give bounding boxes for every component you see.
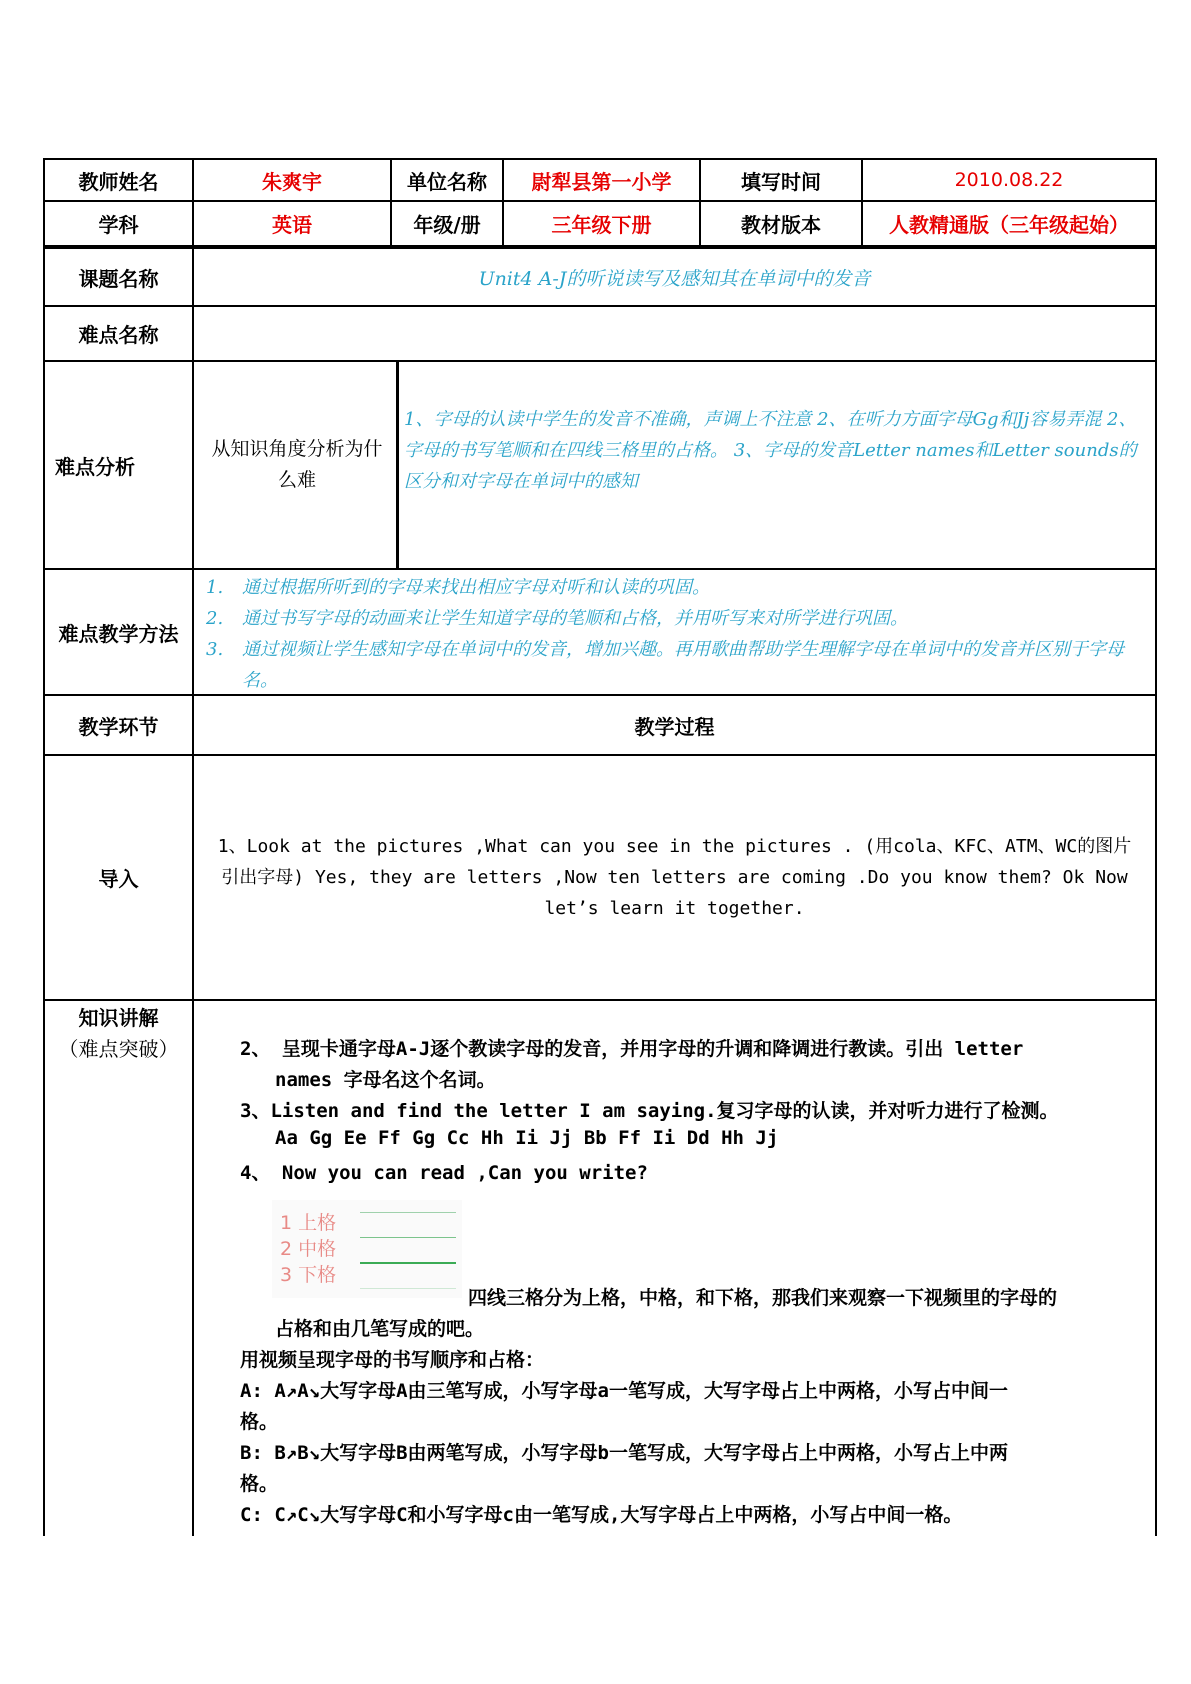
intro-label: 导入 bbox=[98, 867, 139, 891]
fill-time-value: 2010.08.22 bbox=[954, 169, 1064, 191]
knowledge-label-line: 知识讲解 bbox=[78, 1006, 159, 1030]
knowledge-p4-line1: 4、 Now you can read ,Can you write? bbox=[240, 1162, 648, 1184]
difficulty-name-value bbox=[194, 307, 1155, 360]
textbook-label: 教材版本 bbox=[741, 213, 821, 237]
list-item: 2. 通过书写字母的动画来让学生知道字母的笔顺和占格，并用听写来对所学进行巩固。 bbox=[206, 608, 908, 629]
knowledge-label bbox=[45, 1003, 192, 1065]
intro-line: 1、Look at the pictures ,What can you see in the pictures . (用cola、KFC、ATM、WC的图片 bbox=[217, 836, 1132, 857]
unit-name-value: 尉犁县第一小学 bbox=[531, 169, 672, 194]
subject-value: 英语 bbox=[272, 213, 312, 237]
difficulty-analysis-paragraph: 1、字母的认读中学生的发音不准确，声调上不注意 2、在听力方面字母Gg和Jj容易弄混 2、字母的书写笔顺和在四线三格里的占格。 3、字母的发音Letter names和Letter sounds的区分和对字母在单词中的感知 bbox=[404, 408, 1137, 492]
intro-line: let’s learn it together. bbox=[544, 898, 805, 919]
grade-value: 三年级下册 bbox=[551, 213, 652, 237]
teaching-method-list bbox=[194, 572, 1152, 696]
knowledge-b-line1: B: B↗B↘大写字母B由两笔写成，小写字母b一笔写成，大写字母占上中两格，小写占上中两 bbox=[240, 1442, 1008, 1464]
column-divider bbox=[396, 360, 399, 568]
knowledge-a-line2: 格。 bbox=[240, 1411, 279, 1433]
teaching-process-label: 教学过程 bbox=[634, 714, 715, 739]
difficulty-analysis-text bbox=[404, 362, 1152, 568]
knowledge-p2-line1: 2、 呈现卡通字母A-J逐个教读字母的发音，并用字母的升调和降调进行教读。引出 letter bbox=[240, 1038, 1024, 1060]
four-line-grid-illustration bbox=[272, 1200, 462, 1298]
list-item: 3. 通过视频让学生感知字母在单词中的发音，增加兴趣。再用歌曲帮助学生理解字母在单词中的发音并区别于字母名。 bbox=[206, 639, 1124, 691]
knowledge-c-line1: C: C↗C↘大写字母C和小写字母c由一笔写成,大写字母占上中两格，小写占中间一格。 bbox=[240, 1504, 963, 1526]
grid-line bbox=[360, 1212, 456, 1213]
grid-label-top: 1 上格 bbox=[280, 1212, 337, 1234]
fill-time-label: 填写时间 bbox=[741, 169, 821, 194]
textbook-value: 人教精通版（三年级起始） bbox=[889, 213, 1129, 237]
teaching-method-label: 难点教学方法 bbox=[58, 621, 179, 646]
grid-line bbox=[360, 1288, 456, 1289]
knowledge-p4-after-grid: 四线三格分为上格，中格，和下格，那我们来观察一下视频里的字母的 bbox=[468, 1287, 1058, 1309]
difficulty-analysis-label: 难点分析 bbox=[55, 454, 135, 479]
grid-line bbox=[360, 1237, 456, 1238]
knowledge-p2-line2: names 字母名这个名词。 bbox=[275, 1069, 496, 1091]
knowledge-p4-line3: 占格和由几笔写成的吧。 bbox=[275, 1318, 485, 1340]
grade-label: 年级/册 bbox=[413, 213, 481, 237]
difficulty-analysis-sublabel: 从知识角度分析为什么难 bbox=[211, 438, 383, 491]
topic-label: 课题名称 bbox=[78, 266, 159, 291]
teacher-name-label: 教师姓名 bbox=[78, 169, 159, 194]
teaching-stage-label: 教学环节 bbox=[78, 714, 159, 739]
grid-label-bottom: 3 下格 bbox=[280, 1264, 337, 1286]
knowledge-b-line2: 格。 bbox=[240, 1473, 279, 1495]
grid-label-middle: 2 中格 bbox=[280, 1238, 337, 1260]
knowledge-p3-line1: 3、Listen and find the letter I am saying.复习字母的认读，并对听力进行了检测。 bbox=[240, 1100, 1059, 1122]
knowledge-label-line: （难点突破） bbox=[58, 1037, 179, 1061]
teacher-name-value: 朱爽宇 bbox=[262, 169, 322, 194]
topic-value: Unit4 A-J的听说读写及感知其在单词中的发音 bbox=[478, 267, 871, 290]
knowledge-video-intro: 用视频呈现字母的书写顺序和占格： bbox=[240, 1349, 545, 1371]
unit-name-label: 单位名称 bbox=[407, 169, 487, 194]
knowledge-letters: Aa Gg Ee Ff Gg Cc Hh Ii Jj Bb Ff Ii Dd Hh Jj bbox=[275, 1127, 779, 1149]
subject-label: 学科 bbox=[98, 213, 139, 237]
difficulty-name-label: 难点名称 bbox=[78, 323, 159, 347]
list-item: 1. 通过根据所听到的字母来找出相应字母对听和认读的巩固。 bbox=[206, 577, 710, 598]
row-divider bbox=[43, 568, 1157, 570]
grid-line bbox=[360, 1262, 456, 1264]
row-divider bbox=[43, 999, 1157, 1001]
intro-line: 引出字母) Yes, they are letters ,Now ten letters are coming .Do you know them? Ok Now bbox=[221, 867, 1128, 888]
knowledge-a-line1: A: A↗A↘大写字母A由三笔写成，小写字母a一笔写成，大写字母占上中两格，小写占中间一 bbox=[240, 1380, 1008, 1402]
intro-content bbox=[194, 756, 1155, 999]
